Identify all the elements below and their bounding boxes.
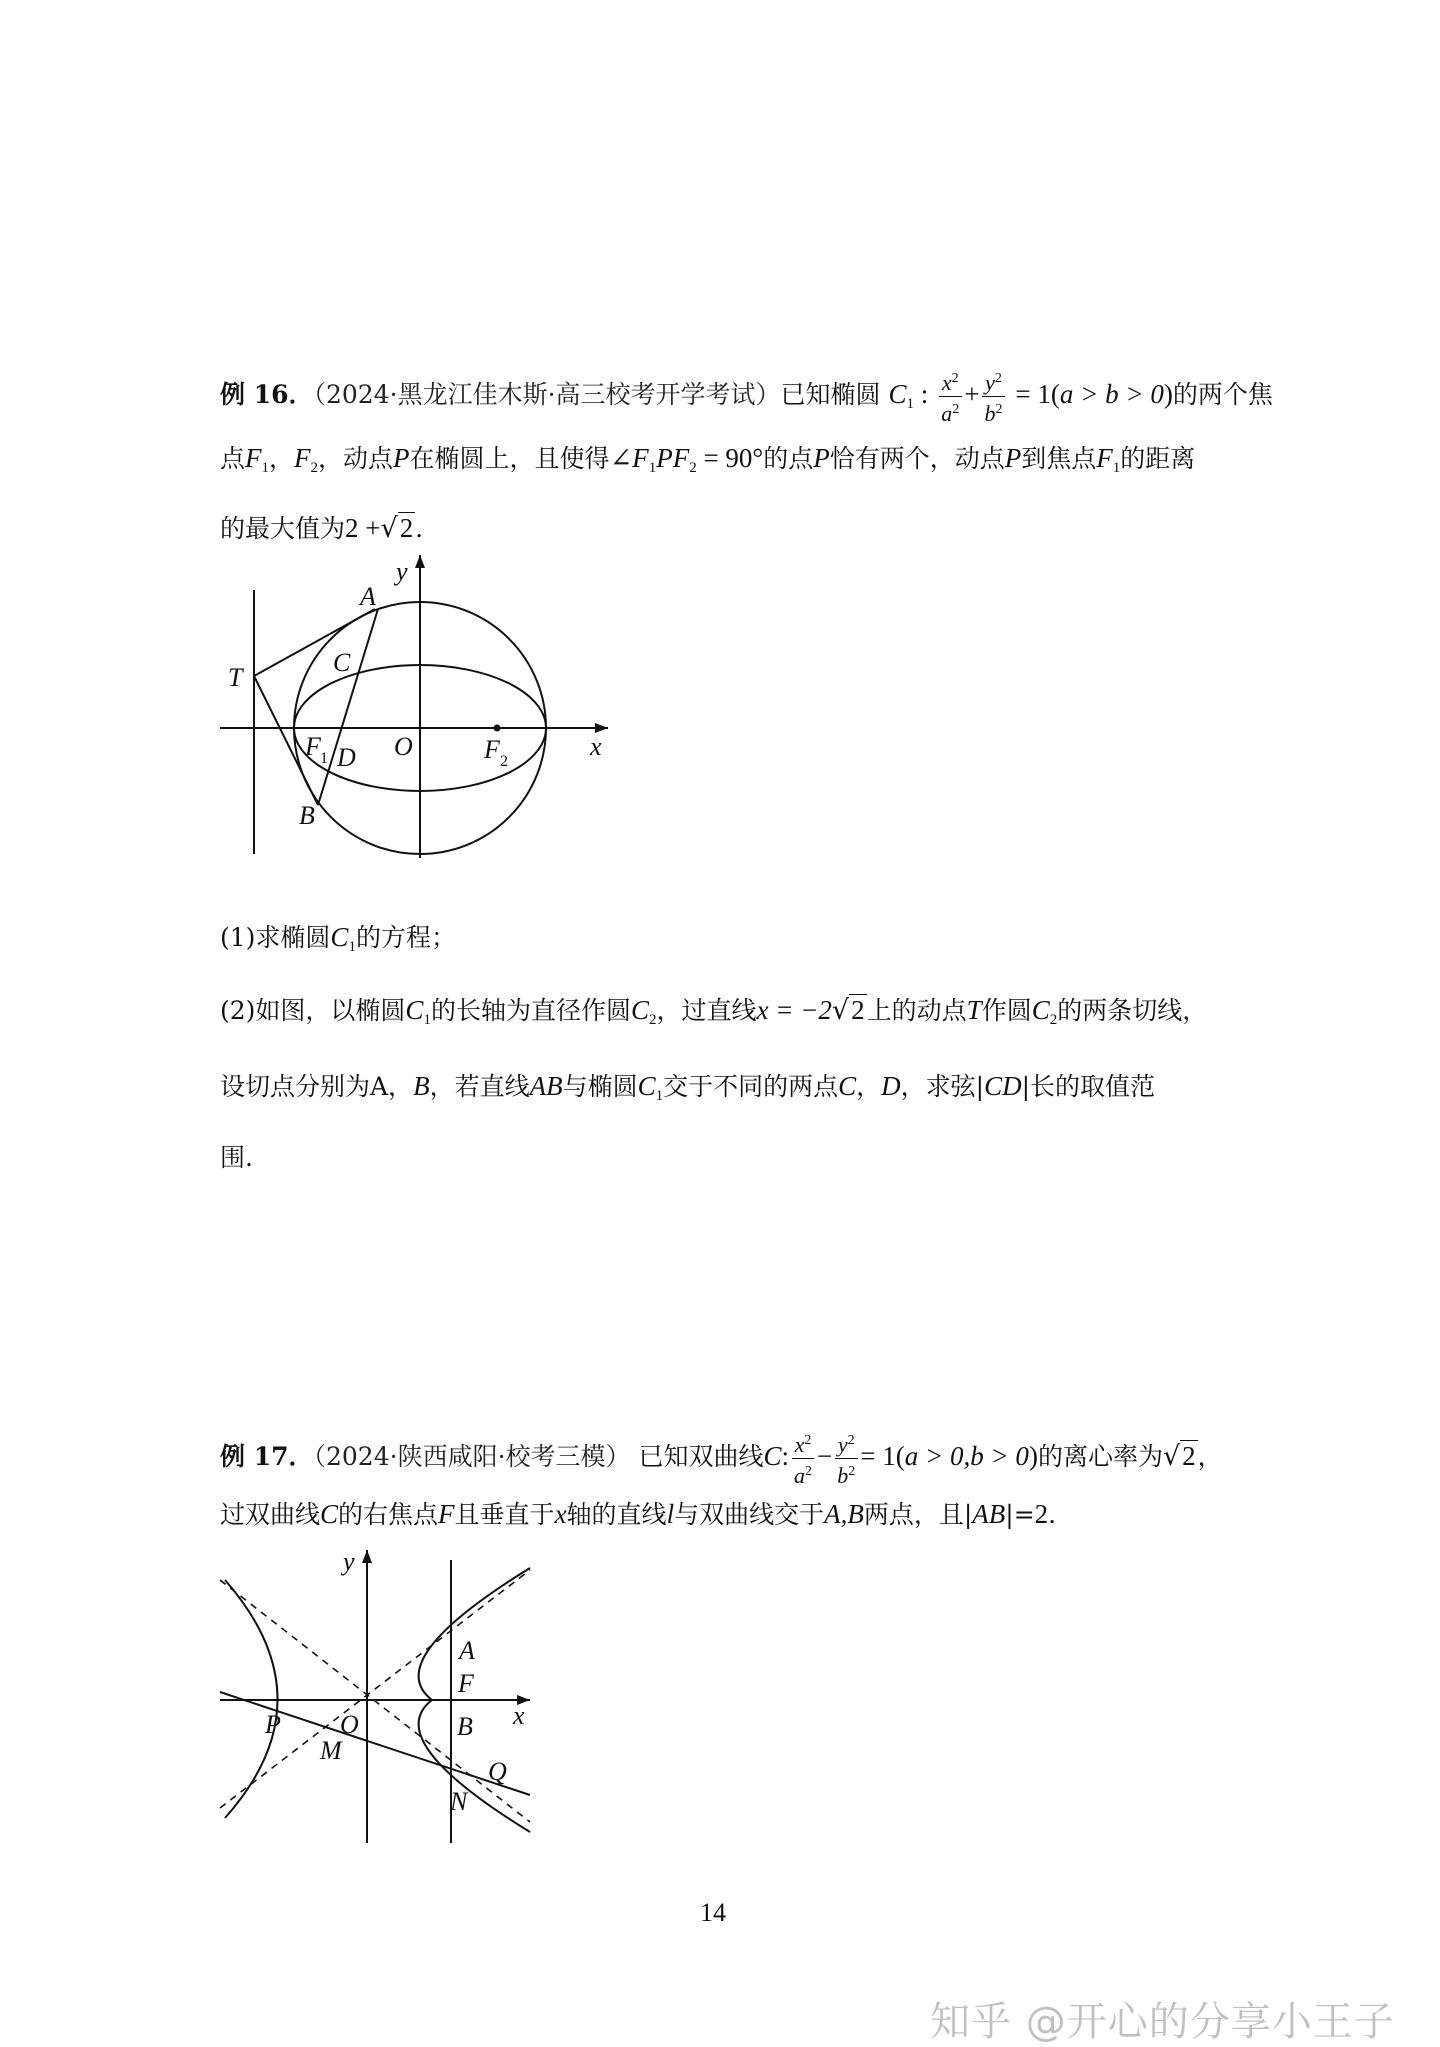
watermark: 知乎 @开心的分享小王子 xyxy=(930,1999,1395,2045)
text: 的两个焦 xyxy=(1172,380,1273,409)
value-ab: 2 xyxy=(1034,1499,1049,1529)
label-a: A xyxy=(459,1636,475,1665)
label-x: x xyxy=(513,1701,525,1730)
focus-dot xyxy=(494,725,501,732)
text: 与双曲线交于 xyxy=(674,1500,825,1529)
fraction-y2-b2: $\frac{y^2}{b^2}$ xyxy=(981,366,1005,427)
label-t: T xyxy=(228,663,243,692)
text: ，若直线 xyxy=(429,1072,530,1101)
text: ，动点 xyxy=(318,444,394,473)
math-b: B xyxy=(413,1071,430,1101)
text: ， xyxy=(1197,1442,1223,1471)
math-f1: $F_1$ xyxy=(245,443,270,476)
text: 作圆 xyxy=(981,996,1032,1025)
text: |= xyxy=(1005,1500,1035,1529)
ex16-line-2 xyxy=(220,438,1240,488)
math-t: T xyxy=(966,995,982,1025)
math-c2: $C_2$ xyxy=(1031,995,1058,1028)
equation-condition: = 1(a > b > 0) xyxy=(1015,379,1173,409)
ex16-line-3 xyxy=(220,508,1240,549)
math-c1: $C_1$ xyxy=(330,922,356,955)
math-c1: $C_1$ xyxy=(405,995,431,1028)
label-x: x xyxy=(590,732,602,761)
example-label: 例 16． xyxy=(220,380,314,409)
equation-condition: = 1(a > 0,b > 0) xyxy=(860,1441,1038,1471)
math-c: C xyxy=(320,1499,339,1529)
text: 设切点分别为A， xyxy=(220,1072,414,1101)
math-f: F xyxy=(438,1499,455,1529)
math-max-value: 2 +√2 xyxy=(345,513,414,544)
label-n: N xyxy=(450,1787,468,1816)
text: 的点 xyxy=(763,444,814,473)
label-b: B xyxy=(299,801,315,830)
math-p: P xyxy=(813,443,830,473)
text: 围. xyxy=(220,1143,253,1172)
math-ab: AB xyxy=(972,1499,1006,1529)
math-hyperbola-c: C: xyxy=(763,1441,790,1471)
ex16-line-1 xyxy=(220,366,1273,427)
plus-sign: + xyxy=(964,379,980,409)
label-q: Q xyxy=(488,1757,507,1786)
math-line-x: x = −2√2 xyxy=(756,995,865,1026)
label-b: B xyxy=(457,1712,473,1741)
fraction-x2-a2: $\frac{x^2}{a^2}$ xyxy=(791,1428,815,1489)
label-o: O xyxy=(340,1710,359,1739)
page-number: 14 xyxy=(700,1898,726,1927)
text: 上的动点 xyxy=(866,996,967,1025)
question-2-line-2 xyxy=(220,1066,1240,1116)
figure-ellipse-circle xyxy=(210,545,610,875)
math-ellipse-c1: $C_1$ : xyxy=(888,379,929,412)
label-y: y xyxy=(396,557,408,586)
text: 交于不同的两点 xyxy=(663,1072,839,1101)
ex17-line-2 xyxy=(220,1494,1240,1535)
label-f2-sub: 2 xyxy=(500,753,508,770)
text: 两点，且| xyxy=(863,1500,973,1529)
example-source: （2024·黑龙江佳木斯·高三校考开学考试） xyxy=(313,380,781,409)
label-f1-sub: 1 xyxy=(320,750,328,767)
label-d: D xyxy=(337,743,356,772)
text: 的距离 xyxy=(1120,444,1196,473)
text: 的离心率为 xyxy=(1037,1442,1163,1471)
math-c2: $C_2$ xyxy=(630,995,657,1028)
text: ，过直线 xyxy=(656,996,757,1025)
math-ab-points: A,B xyxy=(824,1499,864,1529)
text: 的两条切线， xyxy=(1057,996,1208,1025)
text: 轴的直线 xyxy=(566,1500,667,1529)
y-arrow-icon xyxy=(415,555,425,568)
asymptote-2 xyxy=(220,1570,530,1808)
math-x: x xyxy=(554,1499,567,1529)
math-c1: $C_1$ xyxy=(637,1071,664,1104)
ex17-line-1 xyxy=(220,1428,1240,1489)
math-ab: AB xyxy=(529,1071,563,1101)
label-f: F xyxy=(458,1669,474,1698)
text: 与椭圆 xyxy=(562,1072,638,1101)
text: ， xyxy=(269,444,295,473)
label-f2: F xyxy=(484,735,500,764)
y-arrow-icon xyxy=(362,1550,372,1563)
label-m: M xyxy=(320,1736,342,1765)
math-d: D xyxy=(881,1071,901,1101)
chord-ab xyxy=(318,609,378,805)
math-l: l xyxy=(666,1499,675,1529)
label-y: y xyxy=(343,1547,355,1576)
text: (2)如图，以椭圆 xyxy=(220,996,406,1025)
label-f1: F xyxy=(305,732,321,761)
text: 的方程； xyxy=(355,923,456,952)
text: 点 xyxy=(220,444,246,473)
line-pq xyxy=(220,1692,530,1795)
tangent-ta xyxy=(254,609,375,676)
text: |长的取值范 xyxy=(1021,1072,1156,1101)
math-f1: $F_1$ xyxy=(1096,443,1121,476)
text: . xyxy=(1048,1500,1057,1529)
label-o: O xyxy=(394,732,413,761)
text: 在椭圆上，且使得 xyxy=(409,444,610,473)
example-source: （2024·陕西咸阳·校考三模） xyxy=(313,1442,631,1471)
text: 的右焦点 xyxy=(338,1500,439,1529)
example-label: 例 17． xyxy=(220,1442,314,1471)
math-sqrt2: √2 xyxy=(1162,1441,1196,1472)
math-p: P xyxy=(393,443,410,473)
math-c: C xyxy=(838,1071,857,1101)
text: 到焦点 xyxy=(1021,444,1097,473)
text: 的最大值为 xyxy=(220,514,346,543)
label-p: P xyxy=(265,1710,281,1739)
text: 已知椭圆 xyxy=(780,380,881,409)
fraction-y2-b2: $\frac{y^2}{b^2}$ xyxy=(834,1428,858,1489)
math-angle: $\angle F_1PF_2 = 90^\circ$ xyxy=(609,443,764,476)
math-p: P xyxy=(1004,443,1022,473)
math-f2: $F_2$ xyxy=(294,443,319,476)
text: ， xyxy=(856,1072,882,1101)
minus-sign: − xyxy=(817,1441,833,1471)
text: ，求弦| xyxy=(900,1072,985,1101)
label-a: A xyxy=(360,582,376,611)
text: ． xyxy=(415,514,441,543)
text: 且垂直于 xyxy=(454,1500,555,1529)
text: 的长轴为直径作圆 xyxy=(430,996,631,1025)
question-1 xyxy=(220,917,1240,967)
text: 恰有两个，动点 xyxy=(829,444,1005,473)
math-cd: CD xyxy=(984,1071,1022,1101)
fraction-x2-a2: $\frac{x^2}{a^2}$ xyxy=(938,366,962,427)
figure-hyperbola xyxy=(215,1545,535,1845)
label-c: C xyxy=(333,648,351,677)
question-2-line-1 xyxy=(220,990,1240,1040)
question-2-line-3 xyxy=(220,1138,1240,1178)
text: (1)求椭圆 xyxy=(220,923,331,952)
text: 过双曲线 xyxy=(220,1500,321,1529)
text: 已知双曲线 xyxy=(638,1442,764,1471)
